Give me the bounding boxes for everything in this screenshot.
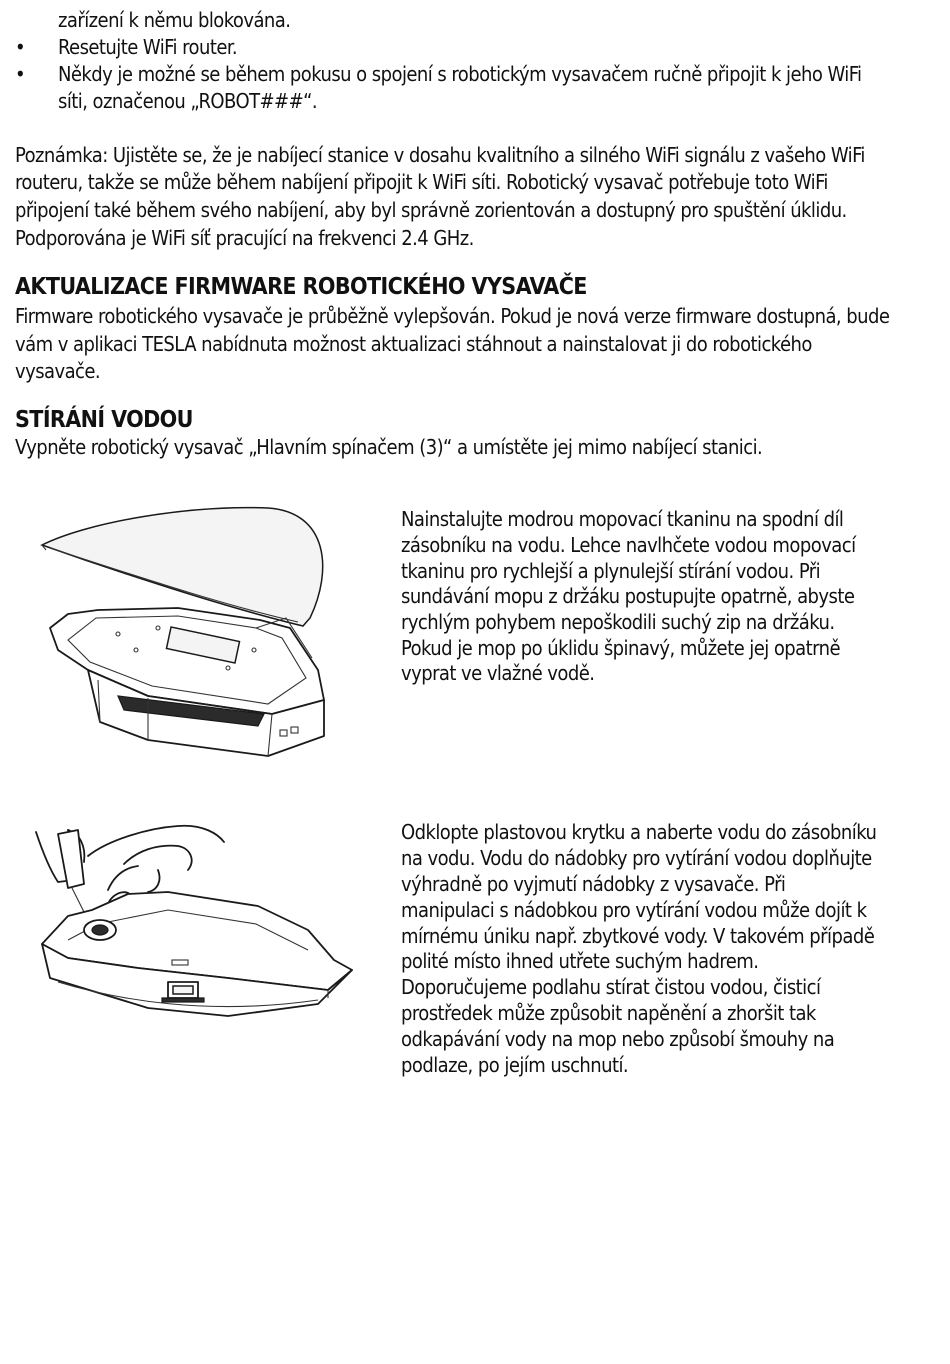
- filling-water-tank-illustration: [28, 820, 358, 1045]
- firmware-line: vysavače.: [15, 359, 101, 383]
- step2-line: na vodu. Vodu do nádobky pro vytírání vodou doplňujte: [401, 846, 872, 870]
- step1-line: zásobníku na vodu. Lehce navlhčete vodou mopovací: [401, 533, 856, 557]
- step1-line: vyprat ve vlažné vodě.: [401, 661, 595, 685]
- step2-line: Doporučujeme podlahu stírat čistou vodou, čisticí: [401, 975, 821, 999]
- step2-line: mírnému úniku např. zbytkové vody. V takovém případě: [401, 924, 875, 948]
- intro-continuation: zařízení k němu blokována.: [58, 8, 291, 32]
- note-line: Podporována je WiFi síť pracující na frekvenci 2.4 GHz.: [15, 226, 474, 250]
- step2-line: polité místo ihned utřete suchým hadrem.: [401, 949, 759, 973]
- bullet-symbol: •: [15, 62, 26, 86]
- mopping-intro: Vypněte robotický vysavač „Hlavním spínačem (3)“ a umístěte jej mimo nabíjecí stanici.: [15, 435, 763, 459]
- step1-line: tkaninu pro rychlejší a plynulejší stírání vodou. Při: [401, 559, 821, 583]
- note-line: Poznámka: Ujistěte se, že je nabíjecí stanice v dosahu kvalitního a silného WiFi signálu z vašeho WiFi: [15, 143, 865, 167]
- mop-cloth-tank-illustration: [28, 500, 338, 768]
- bullet-item: Někdy je možné se během pokusu o spojení s robotickým vysavačem ručně připojit k jeho WiFi: [58, 62, 862, 86]
- step2-line: Odklopte plastovou krytku a naberte vodu do zásobníku: [401, 820, 877, 844]
- bullet-item: síti, označenou „ROBOT###“.: [58, 89, 318, 113]
- note-line: připojení také během svého nabíjení, aby byl správně zorientován a dostupný pro spuštění úklidu.: [15, 198, 847, 222]
- step2-line: výhradně po vyjmutí nádobky z vysavače. Při: [401, 872, 786, 896]
- firmware-heading: AKTUALIZACE FIRMWARE ROBOTICKÉHO VYSAVAČE: [15, 274, 587, 300]
- step1-line: Pokud je mop po úklidu špinavý, můžete jej opatrně: [401, 636, 841, 660]
- step1-line: sundávání mopu z držáku postupujte opatrně, abyste: [401, 584, 855, 608]
- firmware-line: vám v aplikaci TESLA nabídnuta možnost aktualizaci stáhnout a nainstalovat ji do robotického: [15, 332, 812, 356]
- firmware-line: Firmware robotického vysavače je průběžně vylepšován. Pokud je nová verze firmware dostupná, bude: [15, 304, 890, 328]
- step2-line: prostředek může způsobit napěnění a zhoršit tak: [401, 1001, 816, 1025]
- mopping-heading: STÍRÁNÍ VODOU: [15, 407, 193, 433]
- note-line: routeru, takže se může během nabíjení připojit k WiFi síti. Robotický vysavač potřebuje toto WiFi: [15, 170, 828, 194]
- bullet-symbol: •: [15, 35, 26, 59]
- bullet-item: Resetujte WiFi router.: [58, 35, 238, 59]
- step2-line: odkapávání vody na mop nebo způsobí šmouhy na: [401, 1027, 835, 1051]
- step2-line: manipulaci s nádobkou pro vytírání vodou může dojít k: [401, 898, 867, 922]
- step1-line: rychlým pohybem nepoškodili suchý zip na držáku.: [401, 610, 835, 634]
- step2-line: podlaze, po jejím uschnutí.: [401, 1053, 629, 1077]
- step1-line: Nainstalujte modrou mopovací tkaninu na spodní díl: [401, 507, 844, 531]
